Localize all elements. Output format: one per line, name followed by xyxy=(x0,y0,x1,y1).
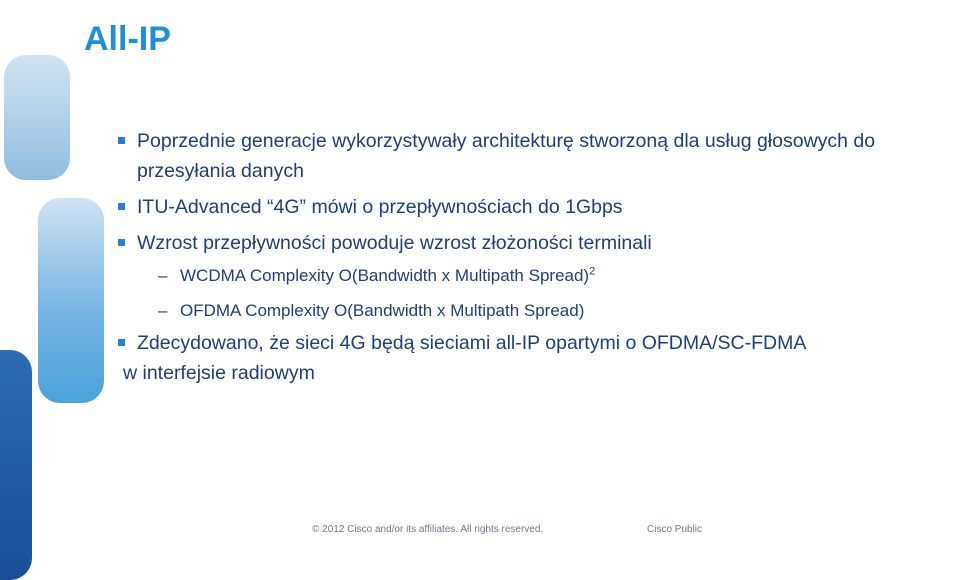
bullet-square-icon xyxy=(118,137,125,144)
sub-bullet-item xyxy=(118,258,960,293)
sub-bullet-text: WCDMA Complexity O(Bandwidth x Multipath Spread) xyxy=(180,266,590,285)
superscript: 2 xyxy=(589,265,596,278)
decor-shape-middle xyxy=(38,198,104,403)
footer-classification: Cisco Public xyxy=(647,524,703,535)
dash-marker: – xyxy=(158,301,168,320)
bullet-square-icon xyxy=(118,239,125,246)
bullet-text: Wzrost przepływności powoduje wzrost złożoności terminali xyxy=(137,232,652,254)
bullet-continuation: w interfejsie radiowym xyxy=(123,362,315,384)
slide-title: All-IP xyxy=(84,20,171,58)
bullet-item xyxy=(118,328,960,358)
slide-content xyxy=(118,126,960,388)
bullet-square-icon xyxy=(118,339,125,346)
sub-bullet-item xyxy=(118,293,960,328)
bullet-item xyxy=(118,192,960,222)
bullet-text: Poprzednie generacje wykorzystywały architekturę stworzoną dla usług głosowych do przesyłania danych xyxy=(137,130,876,182)
decor-shape-bottom xyxy=(0,350,32,580)
bullet-text: Zdecydowano, że sieci 4G będą sieciami all-IP opartymi o OFDMA/SC-FDMA xyxy=(137,332,807,354)
sub-bullet-text: OFDMA Complexity O(Bandwidth x Multipath Spread) xyxy=(180,301,585,320)
decor-shape-top xyxy=(4,55,70,180)
bullet-item xyxy=(118,126,927,186)
footer-copyright: © 2012 Cisco and/or its affiliates. All rights reserved. xyxy=(312,524,544,535)
bullet-text: ITU-Advanced “4G” mówi o przepływnościach do 1Gbps xyxy=(137,196,623,218)
dash-marker: – xyxy=(158,266,168,285)
bullet-square-icon xyxy=(118,203,125,210)
bullet-item xyxy=(118,228,960,258)
